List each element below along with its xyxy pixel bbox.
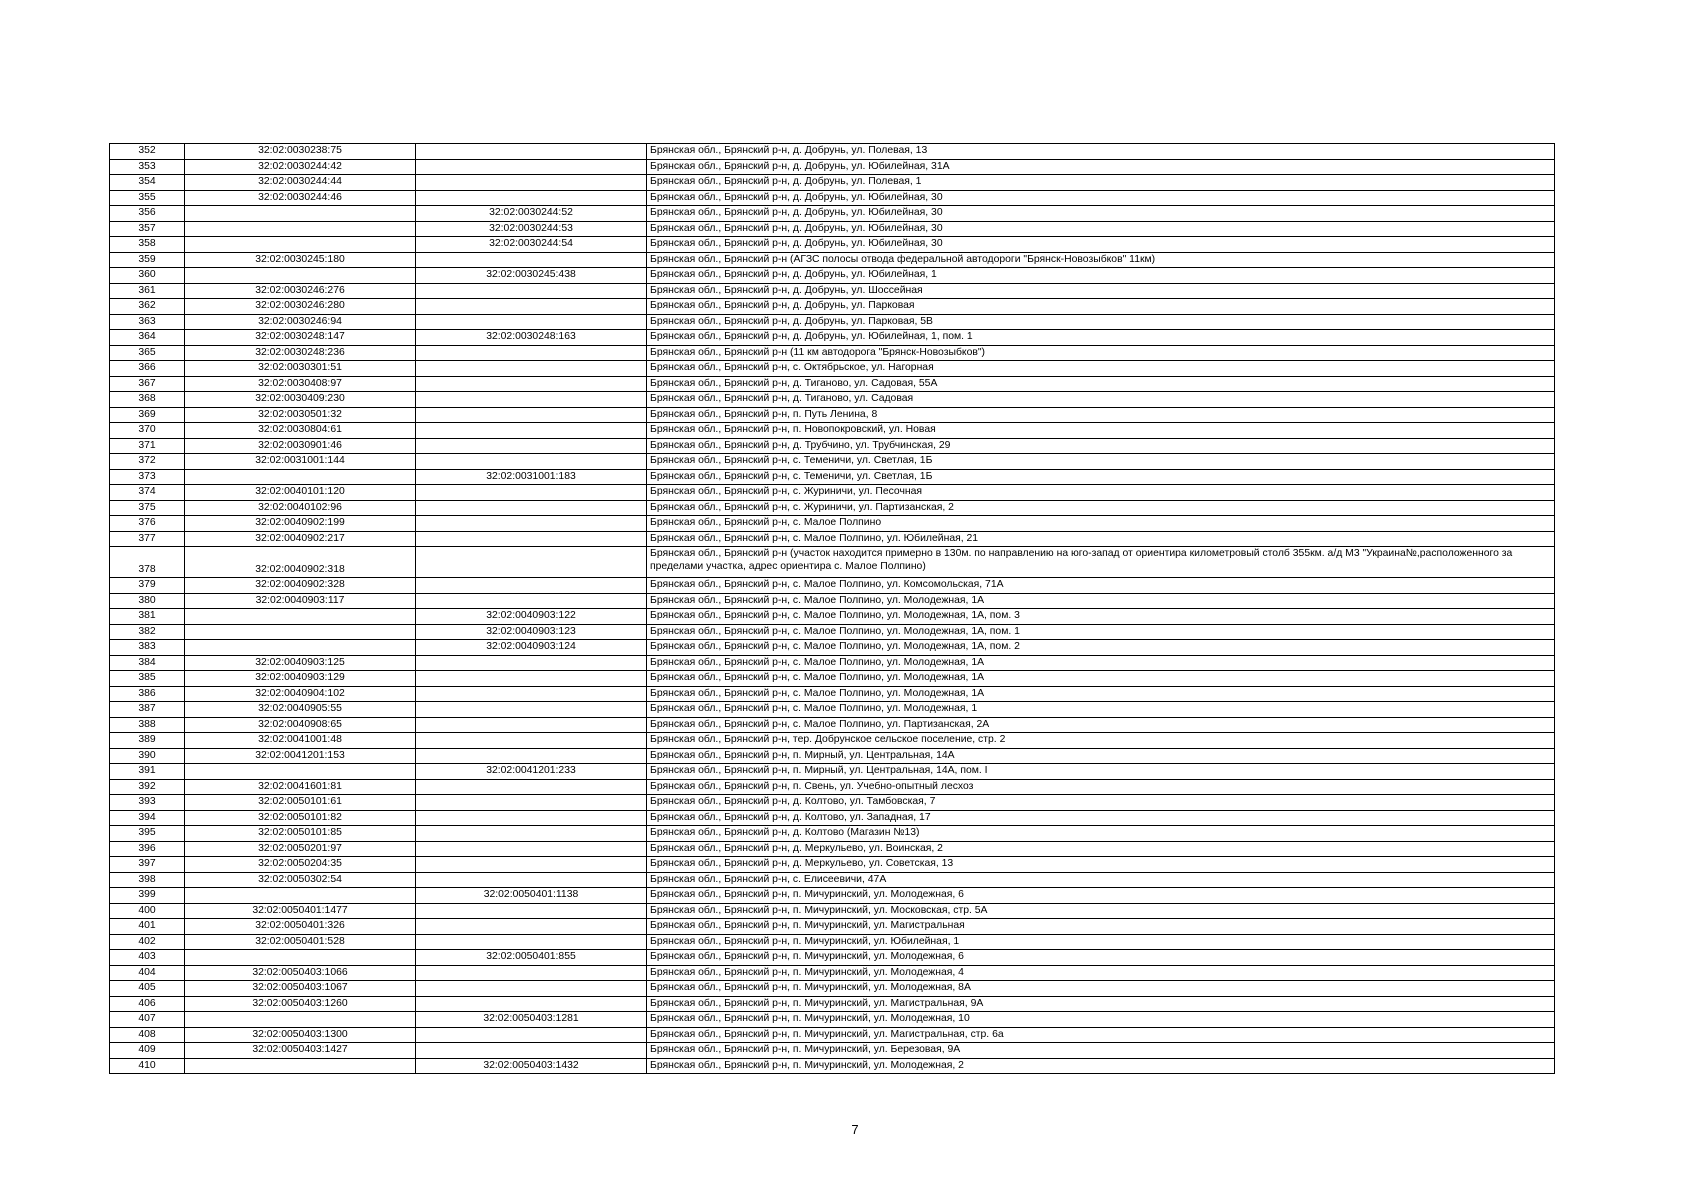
- table-row: [110, 872, 1555, 888]
- address-cell: Брянская обл., Брянский р-н, с. Малое Полпино, ул. Комсомольская, 71А: [647, 578, 1555, 594]
- related-cadastral-number-cell: [416, 655, 647, 671]
- address-cell: Брянская обл., Брянский р-н, п. Мичуринский, ул. Молодежная, 8А: [647, 981, 1555, 997]
- row-number: 382: [110, 624, 185, 640]
- table-row: [110, 454, 1555, 470]
- address-cell: Брянская обл., Брянский р-н, д. Добрунь, ул. Парковая, 5В: [647, 314, 1555, 330]
- row-number: 383: [110, 640, 185, 656]
- related-cadastral-number-cell: 32:02:0030244:52: [416, 206, 647, 222]
- address-cell: Брянская обл., Брянский р-н, с. Малое Полпино, ул. Молодежная, 1А, пом. 2: [647, 640, 1555, 656]
- address-cell: Брянская обл., Брянский р-н, д. Меркульево, ул. Воинская, 2: [647, 841, 1555, 857]
- related-cadastral-number-cell: 32:02:0050401:855: [416, 950, 647, 966]
- cadastral-number-cell: [185, 221, 416, 237]
- cadastral-number-cell: 32:02:0050101:61: [185, 795, 416, 811]
- related-cadastral-number-cell: [416, 872, 647, 888]
- cadastral-number-cell: [185, 888, 416, 904]
- row-number: 375: [110, 500, 185, 516]
- row-number: 380: [110, 593, 185, 609]
- row-number: 405: [110, 981, 185, 997]
- row-number: 368: [110, 392, 185, 408]
- table-row: [110, 469, 1555, 485]
- table-row: [110, 996, 1555, 1012]
- related-cadastral-number-cell: [416, 144, 647, 160]
- cadastral-number-cell: [185, 1058, 416, 1074]
- table-row: [110, 903, 1555, 919]
- address-cell: Брянская обл., Брянский р-н, п. Мичуринский, ул. Молодежная, 6: [647, 888, 1555, 904]
- address-cell: Брянская обл., Брянский р-н, д. Добрунь, ул. Юбилейная, 30: [647, 221, 1555, 237]
- table-row: [110, 361, 1555, 377]
- cadastral-number-cell: 32:02:0041201:153: [185, 748, 416, 764]
- address-cell: Брянская обл., Брянский р-н, д. Добрунь, ул. Юбилейная, 1, пом. 1: [647, 330, 1555, 346]
- row-number: 371: [110, 438, 185, 454]
- row-number: 403: [110, 950, 185, 966]
- row-number: 409: [110, 1043, 185, 1059]
- related-cadastral-number-cell: [416, 841, 647, 857]
- table-row: [110, 748, 1555, 764]
- row-number: 377: [110, 531, 185, 547]
- table-row: [110, 159, 1555, 175]
- related-cadastral-number-cell: [416, 702, 647, 718]
- cadastral-number-cell: 32:02:0040903:117: [185, 593, 416, 609]
- cadastral-number-cell: 32:02:0030246:276: [185, 283, 416, 299]
- table-row: [110, 624, 1555, 640]
- related-cadastral-number-cell: 32:02:0041201:233: [416, 764, 647, 780]
- address-cell: Брянская обл., Брянский р-н, с. Теменичи, ул. Светлая, 1Б: [647, 469, 1555, 485]
- address-cell: Брянская обл., Брянский р-н, с. Малое Полпино: [647, 516, 1555, 532]
- address-cell: Брянская обл., Брянский р-н, д. Тиганово, ул. Садовая: [647, 392, 1555, 408]
- row-number: 374: [110, 485, 185, 501]
- address-cell: Брянская обл., Брянский р-н, п. Мичуринский, ул. Московская, стр. 5А: [647, 903, 1555, 919]
- row-number: 379: [110, 578, 185, 594]
- table-row: [110, 950, 1555, 966]
- cadastral-number-cell: 32:02:0040904:102: [185, 686, 416, 702]
- cadastral-number-cell: [185, 609, 416, 625]
- cadastral-number-cell: [185, 268, 416, 284]
- address-cell: Брянская обл., Брянский р-н, п. Мичуринский, ул. Молодежная, 6: [647, 950, 1555, 966]
- related-cadastral-number-cell: 32:02:0030244:54: [416, 237, 647, 253]
- cadastral-number-cell: 32:02:0040902:217: [185, 531, 416, 547]
- row-number: 387: [110, 702, 185, 718]
- address-cell: Брянская обл., Брянский р-н, с. Малое Полпино, ул. Молодежная, 1А, пом. 3: [647, 609, 1555, 625]
- cadastral-number-cell: 32:02:0030248:236: [185, 345, 416, 361]
- row-number: 357: [110, 221, 185, 237]
- table-row: [110, 500, 1555, 516]
- related-cadastral-number-cell: 32:02:0040903:122: [416, 609, 647, 625]
- related-cadastral-number-cell: [416, 159, 647, 175]
- related-cadastral-number-cell: [416, 314, 647, 330]
- address-cell: Брянская обл., Брянский р-н, с. Октябрьское, ул. Нагорная: [647, 361, 1555, 377]
- row-number: 354: [110, 175, 185, 191]
- row-number: 363: [110, 314, 185, 330]
- related-cadastral-number-cell: [416, 857, 647, 873]
- table-row: [110, 733, 1555, 749]
- cadastral-number-cell: [185, 624, 416, 640]
- related-cadastral-number-cell: 32:02:0040903:124: [416, 640, 647, 656]
- related-cadastral-number-cell: [416, 190, 647, 206]
- address-cell: Брянская обл., Брянский р-н, с. Малое Полпино, ул. Молодежная, 1А: [647, 593, 1555, 609]
- cadastral-number-cell: [185, 237, 416, 253]
- related-cadastral-number-cell: [416, 795, 647, 811]
- table-row: [110, 934, 1555, 950]
- related-cadastral-number-cell: [416, 671, 647, 687]
- table-row: [110, 857, 1555, 873]
- address-cell: Брянская обл., Брянский р-н, д. Тиганово, ул. Садовая, 55А: [647, 376, 1555, 392]
- table-row: [110, 779, 1555, 795]
- cadastral-number-cell: 32:02:0030246:280: [185, 299, 416, 315]
- row-number: 401: [110, 919, 185, 935]
- cadastral-number-cell: 32:02:0041601:81: [185, 779, 416, 795]
- cadastral-number-cell: 32:02:0040102:96: [185, 500, 416, 516]
- row-number: 373: [110, 469, 185, 485]
- cadastral-number-cell: 32:02:0030901:46: [185, 438, 416, 454]
- table-row: [110, 221, 1555, 237]
- related-cadastral-number-cell: [416, 934, 647, 950]
- address-cell: Брянская обл., Брянский р-н, д. Добрунь, ул. Юбилейная, 31А: [647, 159, 1555, 175]
- address-cell: Брянская обл., Брянский р-н, д. Колтово, ул. Западная, 17: [647, 810, 1555, 826]
- cadastral-number-cell: 32:02:0030501:32: [185, 407, 416, 423]
- table-row: [110, 810, 1555, 826]
- address-cell: Брянская обл., Брянский р-н, д. Добрунь, ул. Полевая, 13: [647, 144, 1555, 160]
- table-row: [110, 841, 1555, 857]
- cadastral-number-cell: 32:02:0050201:97: [185, 841, 416, 857]
- address-cell: Брянская обл., Брянский р-н, с. Теменичи, ул. Светлая, 1Б: [647, 454, 1555, 470]
- address-cell: Брянская обл., Брянский р-н, д. Добрунь, ул. Полевая, 1: [647, 175, 1555, 191]
- page-number: 7: [851, 1122, 859, 1137]
- row-number: 394: [110, 810, 185, 826]
- related-cadastral-number-cell: [416, 965, 647, 981]
- cadastral-number-cell: 32:02:0031001:144: [185, 454, 416, 470]
- cadastral-number-cell: 32:02:0050101:82: [185, 810, 416, 826]
- related-cadastral-number-cell: [416, 299, 647, 315]
- address-cell: Брянская обл., Брянский р-н, д. Трубчино, ул. Трубчинская, 29: [647, 438, 1555, 454]
- row-number: 404: [110, 965, 185, 981]
- related-cadastral-number-cell: [416, 531, 647, 547]
- address-cell: Брянская обл., Брянский р-н, п. Новопокровский, ул. Новая: [647, 423, 1555, 439]
- address-cell: Брянская обл., Брянский р-н, д. Меркульево, ул. Советская, 13: [647, 857, 1555, 873]
- cadastral-number-cell: 32:02:0030408:97: [185, 376, 416, 392]
- table-row: [110, 423, 1555, 439]
- address-cell: Брянская обл., Брянский р-н (11 км автодорога "Брянск-Новозыбков"): [647, 345, 1555, 361]
- related-cadastral-number-cell: [416, 500, 647, 516]
- table-row: [110, 981, 1555, 997]
- table-row: [110, 795, 1555, 811]
- related-cadastral-number-cell: [416, 919, 647, 935]
- row-number: 399: [110, 888, 185, 904]
- table-row: [110, 764, 1555, 780]
- table-row: [110, 268, 1555, 284]
- related-cadastral-number-cell: [416, 578, 647, 594]
- row-number: 381: [110, 609, 185, 625]
- related-cadastral-number-cell: [416, 438, 647, 454]
- table-row: [110, 578, 1555, 594]
- row-number: 359: [110, 252, 185, 268]
- table-row: [110, 702, 1555, 718]
- table-row: [110, 144, 1555, 160]
- related-cadastral-number-cell: [416, 686, 647, 702]
- row-number: 366: [110, 361, 185, 377]
- cadastral-number-cell: 32:02:0041001:48: [185, 733, 416, 749]
- table-row: [110, 438, 1555, 454]
- table-row: [110, 609, 1555, 625]
- cadastral-number-cell: [185, 469, 416, 485]
- address-cell: Брянская обл., Брянский р-н, п. Мичуринский, ул. Молодежная, 2: [647, 1058, 1555, 1074]
- table-row: [110, 283, 1555, 299]
- row-number: 406: [110, 996, 185, 1012]
- table-row: [110, 1043, 1555, 1059]
- table-row: [110, 919, 1555, 935]
- row-number: 360: [110, 268, 185, 284]
- cadastral-number-cell: 32:02:0040902:199: [185, 516, 416, 532]
- table-row: [110, 237, 1555, 253]
- row-number: 378: [110, 547, 185, 578]
- related-cadastral-number-cell: [416, 485, 647, 501]
- cadastral-number-cell: 32:02:0030244:44: [185, 175, 416, 191]
- cadastral-number-cell: 32:02:0050401:1477: [185, 903, 416, 919]
- row-number: 410: [110, 1058, 185, 1074]
- related-cadastral-number-cell: [416, 903, 647, 919]
- related-cadastral-number-cell: [416, 407, 647, 423]
- address-cell: Брянская обл., Брянский р-н, д. Добрунь, ул. Парковая: [647, 299, 1555, 315]
- address-cell: Брянская обл., Брянский р-н, п. Мичуринский, ул. Юбилейная, 1: [647, 934, 1555, 950]
- cadastral-number-cell: [185, 640, 416, 656]
- cadastral-number-cell: 32:02:0050403:1067: [185, 981, 416, 997]
- row-number: 389: [110, 733, 185, 749]
- row-number: 397: [110, 857, 185, 873]
- address-cell: Брянская обл., Брянский р-н, п. Мичуринский, ул. Магистральная, стр. 6а: [647, 1027, 1555, 1043]
- row-number: 400: [110, 903, 185, 919]
- related-cadastral-number-cell: [416, 361, 647, 377]
- row-number: 393: [110, 795, 185, 811]
- address-cell: Брянская обл., Брянский р-н, с. Малое Полпино, ул. Молодежная, 1А, пом. 1: [647, 624, 1555, 640]
- row-number: 384: [110, 655, 185, 671]
- cadastral-number-cell: 32:02:0050403:1260: [185, 996, 416, 1012]
- address-cell: Брянская обл., Брянский р-н, п. Мичуринский, ул. Магистральная: [647, 919, 1555, 935]
- address-cell: Брянская обл., Брянский р-н, п. Свень, ул. Учебно-опытный лесхоз: [647, 779, 1555, 795]
- row-number: 362: [110, 299, 185, 315]
- row-number: 407: [110, 1012, 185, 1028]
- row-number: 356: [110, 206, 185, 222]
- related-cadastral-number-cell: [416, 1027, 647, 1043]
- table-row: [110, 547, 1555, 578]
- related-cadastral-number-cell: 32:02:0050403:1281: [416, 1012, 647, 1028]
- table-row: [110, 1058, 1555, 1074]
- cadastral-number-cell: 32:02:0030244:46: [185, 190, 416, 206]
- cadastral-number-cell: [185, 950, 416, 966]
- related-cadastral-number-cell: [416, 454, 647, 470]
- cadastral-number-cell: 32:02:0040101:120: [185, 485, 416, 501]
- address-cell: Брянская обл., Брянский р-н, с. Малое Полпино, ул. Молодежная, 1А: [647, 686, 1555, 702]
- table-row: [110, 252, 1555, 268]
- address-cell: Брянская обл., Брянский р-н, д. Добрунь, ул. Юбилейная, 1: [647, 268, 1555, 284]
- related-cadastral-number-cell: [416, 423, 647, 439]
- table-row: [110, 190, 1555, 206]
- table-row: [110, 655, 1555, 671]
- row-number: 408: [110, 1027, 185, 1043]
- table-row: [110, 392, 1555, 408]
- address-cell: Брянская обл., Брянский р-н, с. Журиничи, ул. Партизанская, 2: [647, 500, 1555, 516]
- address-cell: Брянская обл., Брянский р-н, с. Малое Полпино, ул. Партизанская, 2А: [647, 717, 1555, 733]
- related-cadastral-number-cell: [416, 779, 647, 795]
- table-row: [110, 299, 1555, 315]
- cadastral-number-cell: 32:02:0040905:55: [185, 702, 416, 718]
- row-number: 395: [110, 826, 185, 842]
- related-cadastral-number-cell: [416, 826, 647, 842]
- related-cadastral-number-cell: [416, 810, 647, 826]
- table-row: [110, 888, 1555, 904]
- row-number: 370: [110, 423, 185, 439]
- cadastral-number-cell: [185, 764, 416, 780]
- cadastral-number-cell: 32:02:0030248:147: [185, 330, 416, 346]
- cadastral-number-cell: 32:02:0030244:42: [185, 159, 416, 175]
- table-row: [110, 516, 1555, 532]
- property-table-body: [110, 144, 1555, 1074]
- address-cell: Брянская обл., Брянский р-н, с. Малое Полпино, ул. Молодежная, 1А: [647, 671, 1555, 687]
- row-number: 352: [110, 144, 185, 160]
- table-row: [110, 206, 1555, 222]
- address-cell: Брянская обл., Брянский р-н, п. Мичуринский, ул. Молодежная, 10: [647, 1012, 1555, 1028]
- cadastral-number-cell: [185, 206, 416, 222]
- table-row: [110, 1027, 1555, 1043]
- table-row: [110, 1012, 1555, 1028]
- cadastral-number-cell: 32:02:0030246:94: [185, 314, 416, 330]
- row-number: 388: [110, 717, 185, 733]
- cadastral-number-cell: 32:02:0030238:75: [185, 144, 416, 160]
- table-row: [110, 593, 1555, 609]
- table-row: [110, 531, 1555, 547]
- table-row: [110, 314, 1555, 330]
- address-cell: Брянская обл., Брянский р-н, п. Мирный, ул. Центральная, 14А, пом. I: [647, 764, 1555, 780]
- address-cell: Брянская обл., Брянский р-н, д. Добрунь, ул. Юбилейная, 30: [647, 206, 1555, 222]
- table-row: [110, 175, 1555, 191]
- address-cell: Брянская обл., Брянский р-н, д. Добрунь, ул. Шоссейная: [647, 283, 1555, 299]
- table-row: [110, 671, 1555, 687]
- row-number: 364: [110, 330, 185, 346]
- row-number: 398: [110, 872, 185, 888]
- address-cell: Брянская обл., Брянский р-н, п. Путь Ленина, 8: [647, 407, 1555, 423]
- table-row: [110, 376, 1555, 392]
- address-cell: Брянская обл., Брянский р-н, с. Малое Полпино, ул. Юбилейная, 21: [647, 531, 1555, 547]
- related-cadastral-number-cell: [416, 717, 647, 733]
- table-row: [110, 485, 1555, 501]
- table-row: [110, 330, 1555, 346]
- related-cadastral-number-cell: [416, 392, 647, 408]
- cadastral-number-cell: 32:02:0050101:85: [185, 826, 416, 842]
- table-row: [110, 686, 1555, 702]
- cadastral-number-cell: 32:02:0040902:328: [185, 578, 416, 594]
- related-cadastral-number-cell: 32:02:0030245:438: [416, 268, 647, 284]
- address-cell: Брянская обл., Брянский р-н, д. Добрунь, ул. Юбилейная, 30: [647, 237, 1555, 253]
- row-number: 361: [110, 283, 185, 299]
- address-cell: Брянская обл., Брянский р-н, п. Мичуринский, ул. Молодежная, 4: [647, 965, 1555, 981]
- address-cell: Брянская обл., Брянский р-н, с. Малое Полпино, ул. Молодежная, 1: [647, 702, 1555, 718]
- address-cell: Брянская обл., Брянский р-н, п. Мичуринский, ул. Магистральная, 9А: [647, 996, 1555, 1012]
- row-number: 376: [110, 516, 185, 532]
- address-cell: Брянская обл., Брянский р-н, тер. Добрунское сельское поселение, стр. 2: [647, 733, 1555, 749]
- cadastral-number-cell: 32:02:0050204:35: [185, 857, 416, 873]
- cadastral-number-cell: 32:02:0050403:1300: [185, 1027, 416, 1043]
- table-row: [110, 345, 1555, 361]
- related-cadastral-number-cell: 32:02:0050403:1432: [416, 1058, 647, 1074]
- row-number: 353: [110, 159, 185, 175]
- row-number: 365: [110, 345, 185, 361]
- address-cell: Брянская обл., Брянский р-н, д. Колтово (Магазин №13): [647, 826, 1555, 842]
- row-number: 396: [110, 841, 185, 857]
- related-cadastral-number-cell: [416, 252, 647, 268]
- cadastral-number-cell: 32:02:0050403:1066: [185, 965, 416, 981]
- address-cell: Брянская обл., Брянский р-н, с. Малое Полпино, ул. Молодежная, 1А: [647, 655, 1555, 671]
- address-cell: Брянская обл., Брянский р-н, п. Мичуринский, ул. Березовая, 9А: [647, 1043, 1555, 1059]
- row-number: 390: [110, 748, 185, 764]
- address-cell: Брянская обл., Брянский р-н, с. Журиничи, ул. Песочная: [647, 485, 1555, 501]
- cadastral-number-cell: 32:02:0050401:528: [185, 934, 416, 950]
- table-row: [110, 717, 1555, 733]
- table-row: [110, 407, 1555, 423]
- table-row: [110, 965, 1555, 981]
- related-cadastral-number-cell: [416, 981, 647, 997]
- table-row: [110, 826, 1555, 842]
- cadastral-number-cell: [185, 1012, 416, 1028]
- cadastral-number-cell: 32:02:0030245:180: [185, 252, 416, 268]
- row-number: 355: [110, 190, 185, 206]
- cadastral-number-cell: 32:02:0050401:326: [185, 919, 416, 935]
- address-cell: Брянская обл., Брянский р-н (АГЗС полосы отвода федеральной автодороги "Брянск-Новозыбков" 11км): [647, 252, 1555, 268]
- property-table: [109, 143, 1555, 1074]
- address-cell: Брянская обл., Брянский р-н, п. Мирный, ул. Центральная, 14А: [647, 748, 1555, 764]
- related-cadastral-number-cell: [416, 175, 647, 191]
- related-cadastral-number-cell: [416, 748, 647, 764]
- related-cadastral-number-cell: 32:02:0031001:183: [416, 469, 647, 485]
- row-number: 391: [110, 764, 185, 780]
- related-cadastral-number-cell: [416, 1043, 647, 1059]
- row-number: 372: [110, 454, 185, 470]
- related-cadastral-number-cell: [416, 376, 647, 392]
- related-cadastral-number-cell: 32:02:0040903:123: [416, 624, 647, 640]
- cadastral-number-cell: 32:02:0050403:1427: [185, 1043, 416, 1059]
- address-cell: Брянская обл., Брянский р-н (участок находится примерно в 130м. по направлению на юго-запад от ориентира километровый столб 355км. а/д М3 "Украина№,расположенного за пределами участка, адрес ориентира с. Малое Полпино): [647, 547, 1555, 578]
- related-cadastral-number-cell: [416, 733, 647, 749]
- related-cadastral-number-cell: 32:02:0030244:53: [416, 221, 647, 237]
- related-cadastral-number-cell: [416, 345, 647, 361]
- related-cadastral-number-cell: [416, 996, 647, 1012]
- row-number: 402: [110, 934, 185, 950]
- cadastral-number-cell: 32:02:0030804:61: [185, 423, 416, 439]
- cadastral-number-cell: 32:02:0040902:318: [185, 547, 416, 578]
- related-cadastral-number-cell: [416, 547, 647, 578]
- row-number: 392: [110, 779, 185, 795]
- row-number: 367: [110, 376, 185, 392]
- row-number: 369: [110, 407, 185, 423]
- cadastral-number-cell: 32:02:0050302:54: [185, 872, 416, 888]
- cadastral-number-cell: 32:02:0040903:129: [185, 671, 416, 687]
- row-number: 386: [110, 686, 185, 702]
- cadastral-number-cell: 32:02:0030301:51: [185, 361, 416, 377]
- address-cell: Брянская обл., Брянский р-н, д. Колтово, ул. Тамбовская, 7: [647, 795, 1555, 811]
- related-cadastral-number-cell: 32:02:0050401:1138: [416, 888, 647, 904]
- row-number: 358: [110, 237, 185, 253]
- address-cell: Брянская обл., Брянский р-н, с. Елисеевичи, 47А: [647, 872, 1555, 888]
- related-cadastral-number-cell: [416, 516, 647, 532]
- cadastral-number-cell: 32:02:0030409:230: [185, 392, 416, 408]
- cadastral-number-cell: 32:02:0040903:125: [185, 655, 416, 671]
- address-cell: Брянская обл., Брянский р-н, д. Добрунь, ул. Юбилейная, 30: [647, 190, 1555, 206]
- related-cadastral-number-cell: 32:02:0030248:163: [416, 330, 647, 346]
- table-row: [110, 640, 1555, 656]
- related-cadastral-number-cell: [416, 593, 647, 609]
- cadastral-number-cell: 32:02:0040908:65: [185, 717, 416, 733]
- related-cadastral-number-cell: [416, 283, 647, 299]
- row-number: 385: [110, 671, 185, 687]
